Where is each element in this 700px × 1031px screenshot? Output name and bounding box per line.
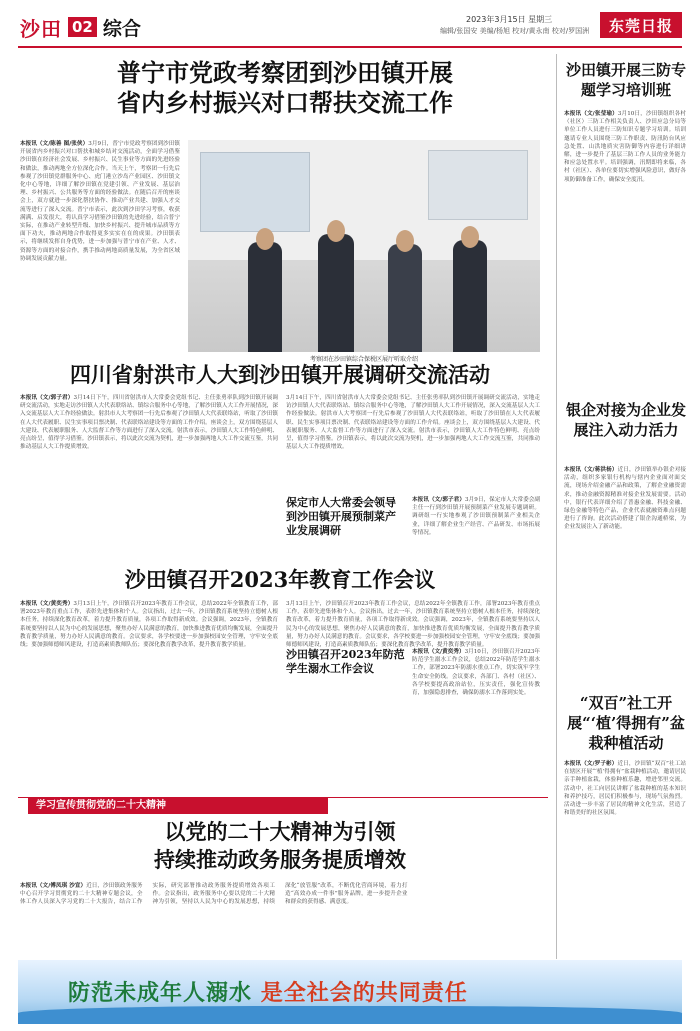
right-body-text-3: 近日，沙田镇“双百”社工站在辖区开展“‘植’得拥有”盆栽种植活动，邀请居民亲手种植盆栽，体验种植乐趣，增进邻里交流。活动中，社工向居民讲解了盆栽种植的基本知识和养护技巧，居民们积极参与，现场气氛热烈。活动进一步丰富了居民的精神文化生活，营造了和谐美好的社区氛围。 <box>564 761 686 817</box>
lead-headline-line2: 省内乡村振兴对口帮扶交流工作 <box>117 88 453 117</box>
lead-headline-line1: 普宁市党政考察团到沙田镇开展 <box>117 58 453 87</box>
right-headline-1[interactable]: 沙田镇开展三防专题学习培训班 <box>566 61 687 99</box>
photo-person-head <box>461 226 479 248</box>
column-separator <box>556 54 557 959</box>
third-body-text-cont: 3月13日上午，沙田镇召开2023年教育工作会议，总结2022年全镇教育工作，部署2023年教育重点工作，表彰先进集体和个人。会议指出，过去一年，沙田镇教育系统坚持立德树人根本任务，持续深化教育改革，着力提升教育质量，各项工作取得新成效。会议强调，2023年，全镇教育系统要坚持以人民为中心的发展思想，聚焦办好人民满意的教育，加快推进教育优质均衡发展，全面提升教育教学质量，努力办好人民满意的教育。会议要求，各学校要进一步加强校园安全管理，守牢安全底线；要加强师德师风建设，打造高素质教师队伍；要深化教育教学改革，提升教育教学质量。 <box>286 601 540 649</box>
lead-headline[interactable] <box>30 58 540 118</box>
third-sub-body-text: 3月10日，沙田镇召开2023年防范学生溺水工作会议，总结2022年防范学生溺水工作，部署2023年防溺水重点工作，切实筑牢学生生命安全防线。会议要求，各部门、各村（社区）、各学校要提高政治站位，压实责任，强化宣传教育，加强隐患排查，确保防溺水工作落到实处。 <box>412 649 540 697</box>
photo-person <box>248 242 282 352</box>
masthead-rule <box>18 46 682 48</box>
photo-caption: 考察团在沙田镇综合保税区展厅听取介绍 <box>309 356 418 363</box>
lead-body <box>20 140 180 350</box>
issue-credits: 编辑/张国安 美编/杨旭 校对/黄永南 校对/罗国洲 <box>440 27 590 35</box>
right-body-3 <box>564 760 686 956</box>
right-byline-3: 本报讯（文/罗子彬） <box>564 761 618 767</box>
issue-date: 2023年3月15日 星期三 <box>466 15 553 24</box>
bottom-banner-text-part2: 是全社会的共同责任 <box>260 981 468 1006</box>
photo-person <box>453 240 487 352</box>
banner-wave <box>18 1006 682 1024</box>
third-sub-headline[interactable]: 沙田镇召开2023年防范学生溺水工作会议 <box>286 648 405 675</box>
bottom-byline: 本报讯（文/傅凤琪 沙宣） <box>20 883 87 889</box>
bottom-body-text: 近日，沙田镇政务服务中心召开学习贯彻党的二十大精神专题会议，全体工作人员深入学习党的二十大报告，结合工作实际，研究部署推动政务服务提质增效各项工作。会议指出，政务服务中心要以党的二十大精神为引领，坚持以人民为中心的发展思想，持续深化“放管服”改革，不断优化营商环境，着力打造“高效办成一件事”服务品牌，进一步提升企业和群众的获得感、满意度。 <box>20 883 408 906</box>
second-sub-byline: 本报讯（文/郭子君） <box>412 497 465 503</box>
photo-display-board <box>200 152 310 232</box>
paper-logo: 东莞日报 <box>600 12 682 38</box>
photo-display-board <box>428 150 528 220</box>
second-sub-headline[interactable]: 保定市人大常委会领导到沙田镇开展预制菜产业发展调研 <box>286 496 396 537</box>
feature-banner-label: 学习宣传贯彻党的二十大精神 <box>28 798 328 814</box>
second-byline: 本报讯（文/郭子君） <box>20 395 74 401</box>
right-byline-2: 本报讯（文/蒋洪杨） <box>564 467 618 473</box>
photo-person-head <box>327 220 345 242</box>
bottom-headline[interactable] <box>40 818 520 874</box>
third-body-cont <box>286 600 540 649</box>
photo-person <box>388 244 422 352</box>
masthead <box>0 0 700 50</box>
right-body-text-1: 3月10日，沙田镇组织各村（社区）三防工作相关负责人、沙田应急分局等单位工作人员进行三防知识专题学习培训。培训邀请专业人员围绕三防工作职责、防汛防台风应急处置、山洪地质灾害防御等内容进行详细讲解，进一步提升了基层三防工作人员的业务能力和应急处置水平。培训强调，汛期即将来临，各村（社区）、各单位要切实增强风险意识，做好各项防御准备工作，确保安全度汛。 <box>564 111 686 183</box>
column-name: 综合 <box>102 17 141 40</box>
third-sub-body <box>412 648 540 790</box>
lead-photo[interactable] <box>188 140 540 352</box>
section-badge <box>20 14 141 40</box>
second-body-text-cont: 3月14日下午，四川省射洪市人大常委会党组书记、主任张勇率队到沙田镇开展调研交流活动，实地走访沙田镇人大代表联络站、镇综合服务中心等地，了解沙田镇人大工作开展情况，深入交流基层人大工作经验做法。射洪市人大考察团一行先后参观了沙田镇人大代表联络站，听取了沙田镇在人大代表履职、民生实事项目票决制、代表联络站建设等方面的工作介绍。座谈会上，双方围绕基层人大建设、代表履职服务、人大监督工作等方面进行了深入交流。射洪市表示，沙田镇人大工作特色鲜明、亮点纷呈，值得学习借鉴。沙田镇表示，将以此次交流为契机，进一步加强两地人大工作交流互鉴，共同推动基层人大工作提质增效。 <box>286 395 540 451</box>
third-body-text: 3月13日上午，沙田镇召开2023年教育工作会议，总结2022年全镇教育工作，部署2023年教育重点工作，表彰先进集体和个人。会议指出，过去一年，沙田镇教育系统坚持立德树人根本任务，持续深化教育改革，着力提升教育质量，各项工作取得新成效。会议强调，2023年，全镇教育系统要坚持以人民为中心的发展思想，聚焦办好人民满意的教育，加快推进教育优质均衡发展，全面提升教育教学质量，努力办好人民满意的教育。会议要求，各学校要进一步加强校园安全管理，守牢安全底线；要加强师德师风建设，打造高素质教师队伍；要深化教育教学改革，提升教育教学质量。 <box>20 601 279 649</box>
bottom-headline-line1: 以党的二十大精神为引领 <box>164 819 396 844</box>
bottom-banner-text <box>68 976 468 1007</box>
lead-body-text: 3月9日，普宁市党政考察团到沙田镇开展省内乡村振兴对口帮扶和城乡结对交流活动，全面学习借鉴沙田镇在经济社会发展、乡村振兴、民生事业等方面的先进经验和做法，推动两地全方位深化合作。当天上午，考察团一行先后参观了沙田镇党群服务中心、虎门港立沙岛产业园区、沙田镇文化中心等地，详细了解沙田镇在党建引领、产业发展、基层治理、乡村振兴、公共服务等方面的经验做法。在随后召开的座谈会上，双方就进一步深化帮扶协作、推动产业共建、加强人才交流等进行了深入交流。普宁市表示，此次到沙田学习考察，收获满满、启发很大，将认真学习借鉴沙田镇的先进经验，结合普宁实际，在推动产业转型升级、加快乡村振兴、提升城市品质等方面下功夫，推动两地合作取得更多实实在在的成果。沙田镇表示，将继续发挥自身优势，进一步加强与普宁市在产业、人才、资源等方面的对接合作，携手推动两地高质量发展，为全省区域协调发展贡献力量。 <box>20 141 180 262</box>
third-sub-byline: 本报讯（文/黄奕秀） <box>412 649 465 655</box>
second-headline[interactable]: 四川省射洪市人大到沙田镇开展调研交流活动 <box>70 362 490 387</box>
second-body-cont <box>286 394 540 492</box>
bottom-banner <box>18 960 682 1024</box>
right-body-1 <box>564 110 686 392</box>
third-headline[interactable]: 沙田镇召开2023年教育工作会议 <box>124 567 436 592</box>
photo-person <box>318 234 354 352</box>
bottom-headline-line2: 持续推动政务服务提质增效 <box>154 847 406 872</box>
lead-byline: 本报讯（文/陈善 图/张侠） <box>20 141 89 147</box>
section-name: 沙田 <box>20 16 62 41</box>
third-body <box>20 600 278 790</box>
right-byline-1: 本报讯（文/张莹瑜） <box>564 111 618 117</box>
second-body-text: 3月14日下午，四川省射洪市人大常委会党组书记、主任张勇率队到沙田镇开展调研交流活动，实地走访沙田镇人大代表联络站、镇综合服务中心等地，了解沙田镇人大工作开展情况，深入交流基层人大工作经验做法。射洪市人大考察团一行先后参观了沙田镇人大代表联络站，听取了沙田镇在人大代表履职、民生实事项目票决制、代表联络站建设等方面的工作介绍。座谈会上，双方围绕基层人大建设、代表履职服务、人大监督工作等方面进行了深入交流。射洪市表示，沙田镇人大工作特色鲜明、亮点纷呈，值得学习借鉴。沙田镇表示，将以此次交流为契机，进一步加强两地人大工作交流互鉴，共同推动基层人大工作提质增效。 <box>20 395 279 451</box>
right-body-2 <box>564 466 686 686</box>
page-number: 02 <box>68 17 97 37</box>
right-headline-3[interactable]: “双百”社工开展“‘植’得拥有”盆栽种植活动 <box>567 694 685 752</box>
second-sub-body <box>412 496 540 560</box>
third-byline: 本报讯（文/黄奕秀） <box>20 601 74 607</box>
right-body-text-2: 近日，沙田镇举办银企对接活动，组织多家银行机构与辖内企业面对面交流，现场介绍金融产品和政策，了解企业融资需求，推动金融资源精准对接企业发展需要。活动中，银行代表详细介绍了普惠金融、科技金融、绿色金融等特色产品，企业代表就融资难点问题进行了咨询。此次活动搭建了银企沟通桥梁，为企业发展注入了新动能。 <box>564 467 686 531</box>
second-body <box>20 394 278 562</box>
bottom-banner-text-part1: 防范未成年人溺水 <box>68 981 253 1006</box>
photo-person-head <box>396 230 414 252</box>
second-sub-body-text: 3月9日，保定市人大常委会副主任一行到沙田镇开展预制菜产业发展专题调研。调研组一行实地参观了沙田镇预制菜产业相关企业，详细了解企业生产经营、产品研发、市场拓展等情况。 <box>412 497 540 536</box>
photo-person-head <box>256 228 274 250</box>
right-headline-2[interactable]: 银企对接为企业发展注入动力活力 <box>566 401 687 439</box>
bottom-body <box>20 882 540 954</box>
